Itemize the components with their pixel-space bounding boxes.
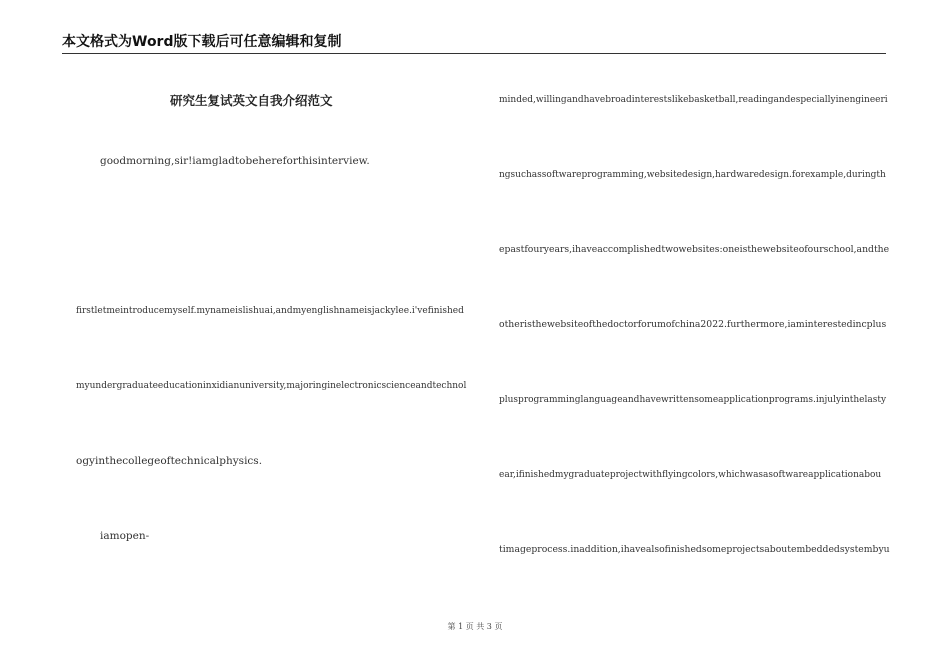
right-paragraph-line-1: minded,willingandhavebroadinterestslikebasketball,readingandespeciallyinengineeri	[499, 95, 888, 105]
left-paragraph-line-5: iamopen-	[100, 530, 150, 542]
left-paragraph-line-1: goodmorning,sir!iamgladtobehereforthisinterview.	[100, 155, 370, 167]
page-footer: 第 1 页 共 3 页	[447, 622, 503, 631]
document-title: 研究生复试英文自我介绍范文	[170, 93, 333, 108]
left-paragraph-line-3: myundergraduateeducationinxidianuniversity,majoringinelectronicscienceandtechnol	[76, 381, 467, 391]
page-header	[62, 33, 886, 54]
left-paragraph-line-4: ogyinthecollegeoftechnicalphysics.	[76, 455, 263, 467]
right-paragraph-line-2: ngsuchassoftwareprogramming,websitedesign,hardwaredesign.forexample,duringth	[499, 170, 886, 180]
left-paragraph-line-2: firstletmeintroducemyself.mynameislishuai,andmyenglishnameisjackylee.i'vefinished	[76, 306, 464, 316]
right-paragraph-line-6: ear,ifinishedmygraduateprojectwithflyingcolors,whichwasasoftwareapplicationabou	[499, 470, 882, 480]
right-paragraph-line-4: otheristhewebsiteofthedoctorforumofchina2022.furthermore,iaminterestedincplus	[499, 319, 887, 330]
right-paragraph-line-5: plusprogramminglanguageandhavewrittensomeapplicationprograms.injulyinthelasty	[499, 395, 887, 405]
right-paragraph-line-7: timageprocess.inaddition,ihavealsofinishedsomeprojectsaboutembeddedsystembyu	[499, 544, 890, 555]
header-title: 本文格式为Word版下载后可任意编辑和复制	[62, 34, 342, 50]
right-paragraph-line-3: epastfouryears,ihaveaccomplishedtwowebsites:oneisthewebsiteofourschool,andthe	[499, 244, 890, 255]
